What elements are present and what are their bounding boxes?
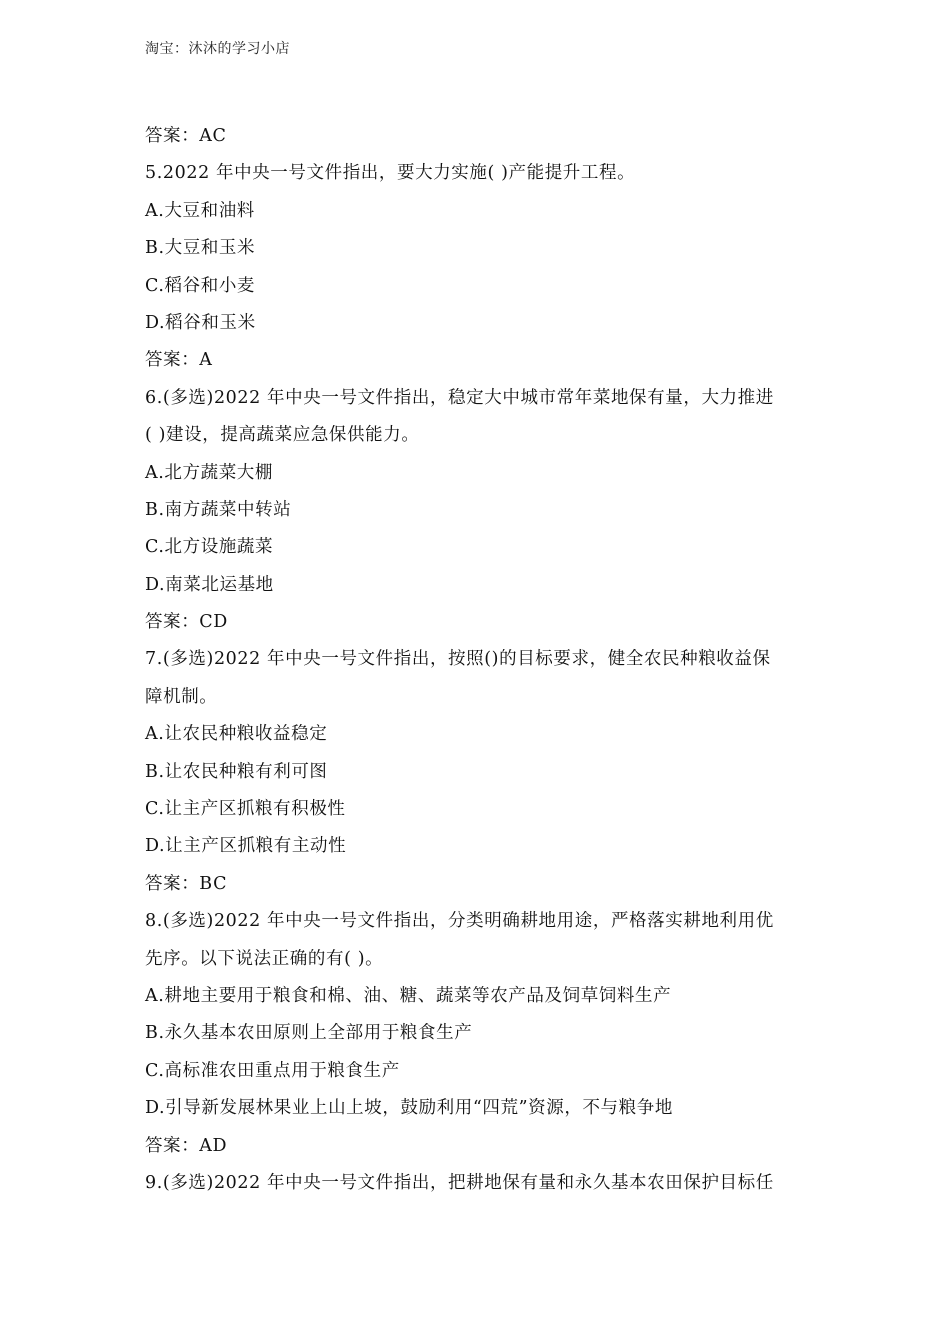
answer-line: 答案：AC [145, 126, 227, 146]
option-c: C.高标准农田重点用于粮食生产 [145, 1060, 400, 1081]
question-7-text: 7.(多选)2022 年中央一号文件指出，按照()的目标要求，健全农民种粮收益保 [145, 649, 771, 670]
option-a: A.耕地主要用于粮食和棉、油、糖、蔬菜等农产品及饲草饲料生产 [145, 985, 672, 1006]
answer-line: 答案：BC [145, 873, 228, 894]
option-d: D.南菜北运基地 [145, 574, 274, 595]
option-d: D.引导新发展林果业上山上坡，鼓励利用“四荒”资源，不与粮争地 [145, 1098, 673, 1119]
question-8-text: 8.(多选)2022 年中央一号文件指出，分类明确耕地用途，严格落实耕地利用优 [145, 911, 774, 932]
option-a: A.让农民种粮收益稳定 [145, 724, 328, 745]
question-6-text: 6.(多选)2022 年中央一号文件指出，稳定大中城市常年菜地保有量，大力推进 [145, 387, 774, 408]
question-5-text: 5.2022 年中央一号文件指出，要大力实施( )产能提升工程。 [145, 163, 636, 184]
option-c: C.北方设施蔬菜 [145, 537, 274, 558]
answer-line: 答案：A [145, 350, 213, 371]
option-c: C.稻谷和小麦 [145, 275, 256, 296]
option-a: A.北方蔬菜大棚 [145, 462, 274, 483]
answer-line: 答案：AD [145, 1135, 228, 1156]
option-a: A.大豆和油料 [145, 200, 255, 221]
option-b: B.大豆和玉米 [145, 238, 256, 259]
question-9-text: 9.(多选)2022 年中央一号文件指出，把耕地保有量和永久基本农田保护目标任 [145, 1172, 774, 1193]
option-b: B.让农民种粮有利可图 [145, 761, 328, 782]
option-b: B.永久基本农田原则上全部用于粮食生产 [145, 1023, 473, 1044]
question-7-text-cont: 障机制。 [145, 686, 218, 707]
answer-line: 答案：CD [145, 612, 228, 633]
document-body [145, 118, 815, 1202]
page-header: 淘宝：沐沐的学习小店 [145, 41, 290, 57]
question-6-text-cont: ( )建设，提高蔬菜应急保供能力。 [145, 425, 420, 446]
option-d: D.稻谷和玉米 [145, 312, 256, 333]
option-c: C.让主产区抓粮有积极性 [145, 799, 346, 820]
option-d: D.让主产区抓粮有主动性 [145, 836, 347, 857]
question-8-text-cont: 先序。以下说法正确的有( )。 [145, 948, 384, 969]
option-b: B.南方蔬菜中转站 [145, 499, 292, 520]
